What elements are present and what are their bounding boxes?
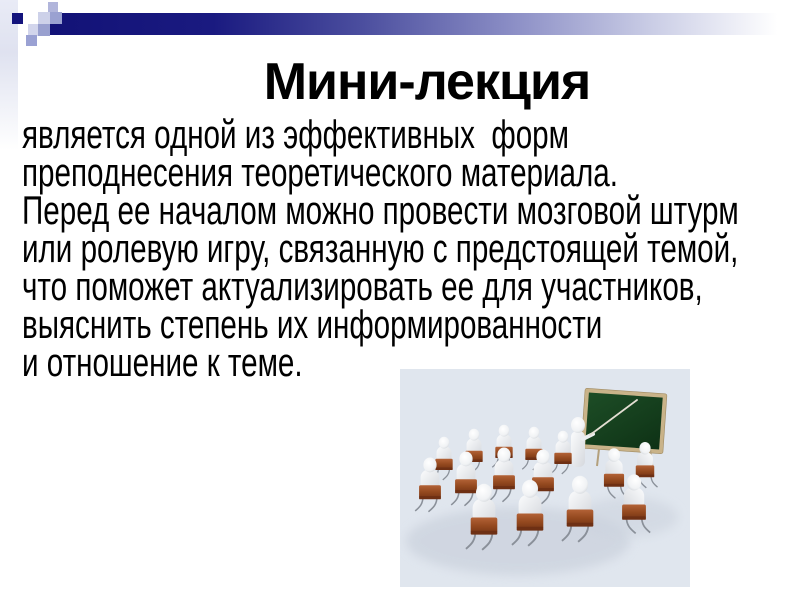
decor-square-1 — [48, 2, 58, 12]
student-figure — [551, 431, 571, 474]
decor-square-2 — [38, 12, 50, 24]
body-line: преподнесения теоретического материала. — [22, 151, 618, 195]
board-leg — [597, 449, 599, 466]
classroom-illustration — [400, 369, 690, 587]
body-line: и отношение к теме. — [22, 341, 303, 385]
slide-body-text — [22, 113, 771, 385]
classroom-scene — [400, 369, 690, 587]
body-line: что поможет актуализировать ее для участников, — [22, 265, 703, 309]
body-line: является одной из эффективных форм — [22, 113, 569, 157]
student-figure — [604, 448, 628, 498]
body-line: или ролевую игру, связанную с предстоящей темой, — [22, 227, 739, 271]
decor-square-5 — [38, 24, 50, 36]
slide-title: Мини-лекция — [263, 53, 591, 111]
decor-title-bar — [48, 13, 800, 35]
chalkboard — [581, 388, 667, 454]
decor-square-3 — [50, 12, 62, 24]
body-line: выяснить степень их информированности — [22, 303, 603, 347]
decor-square-navy — [12, 13, 23, 24]
decor-square-6 — [26, 35, 37, 46]
body-line: Перед ее началом можно провести мозговой штурм — [22, 189, 739, 233]
